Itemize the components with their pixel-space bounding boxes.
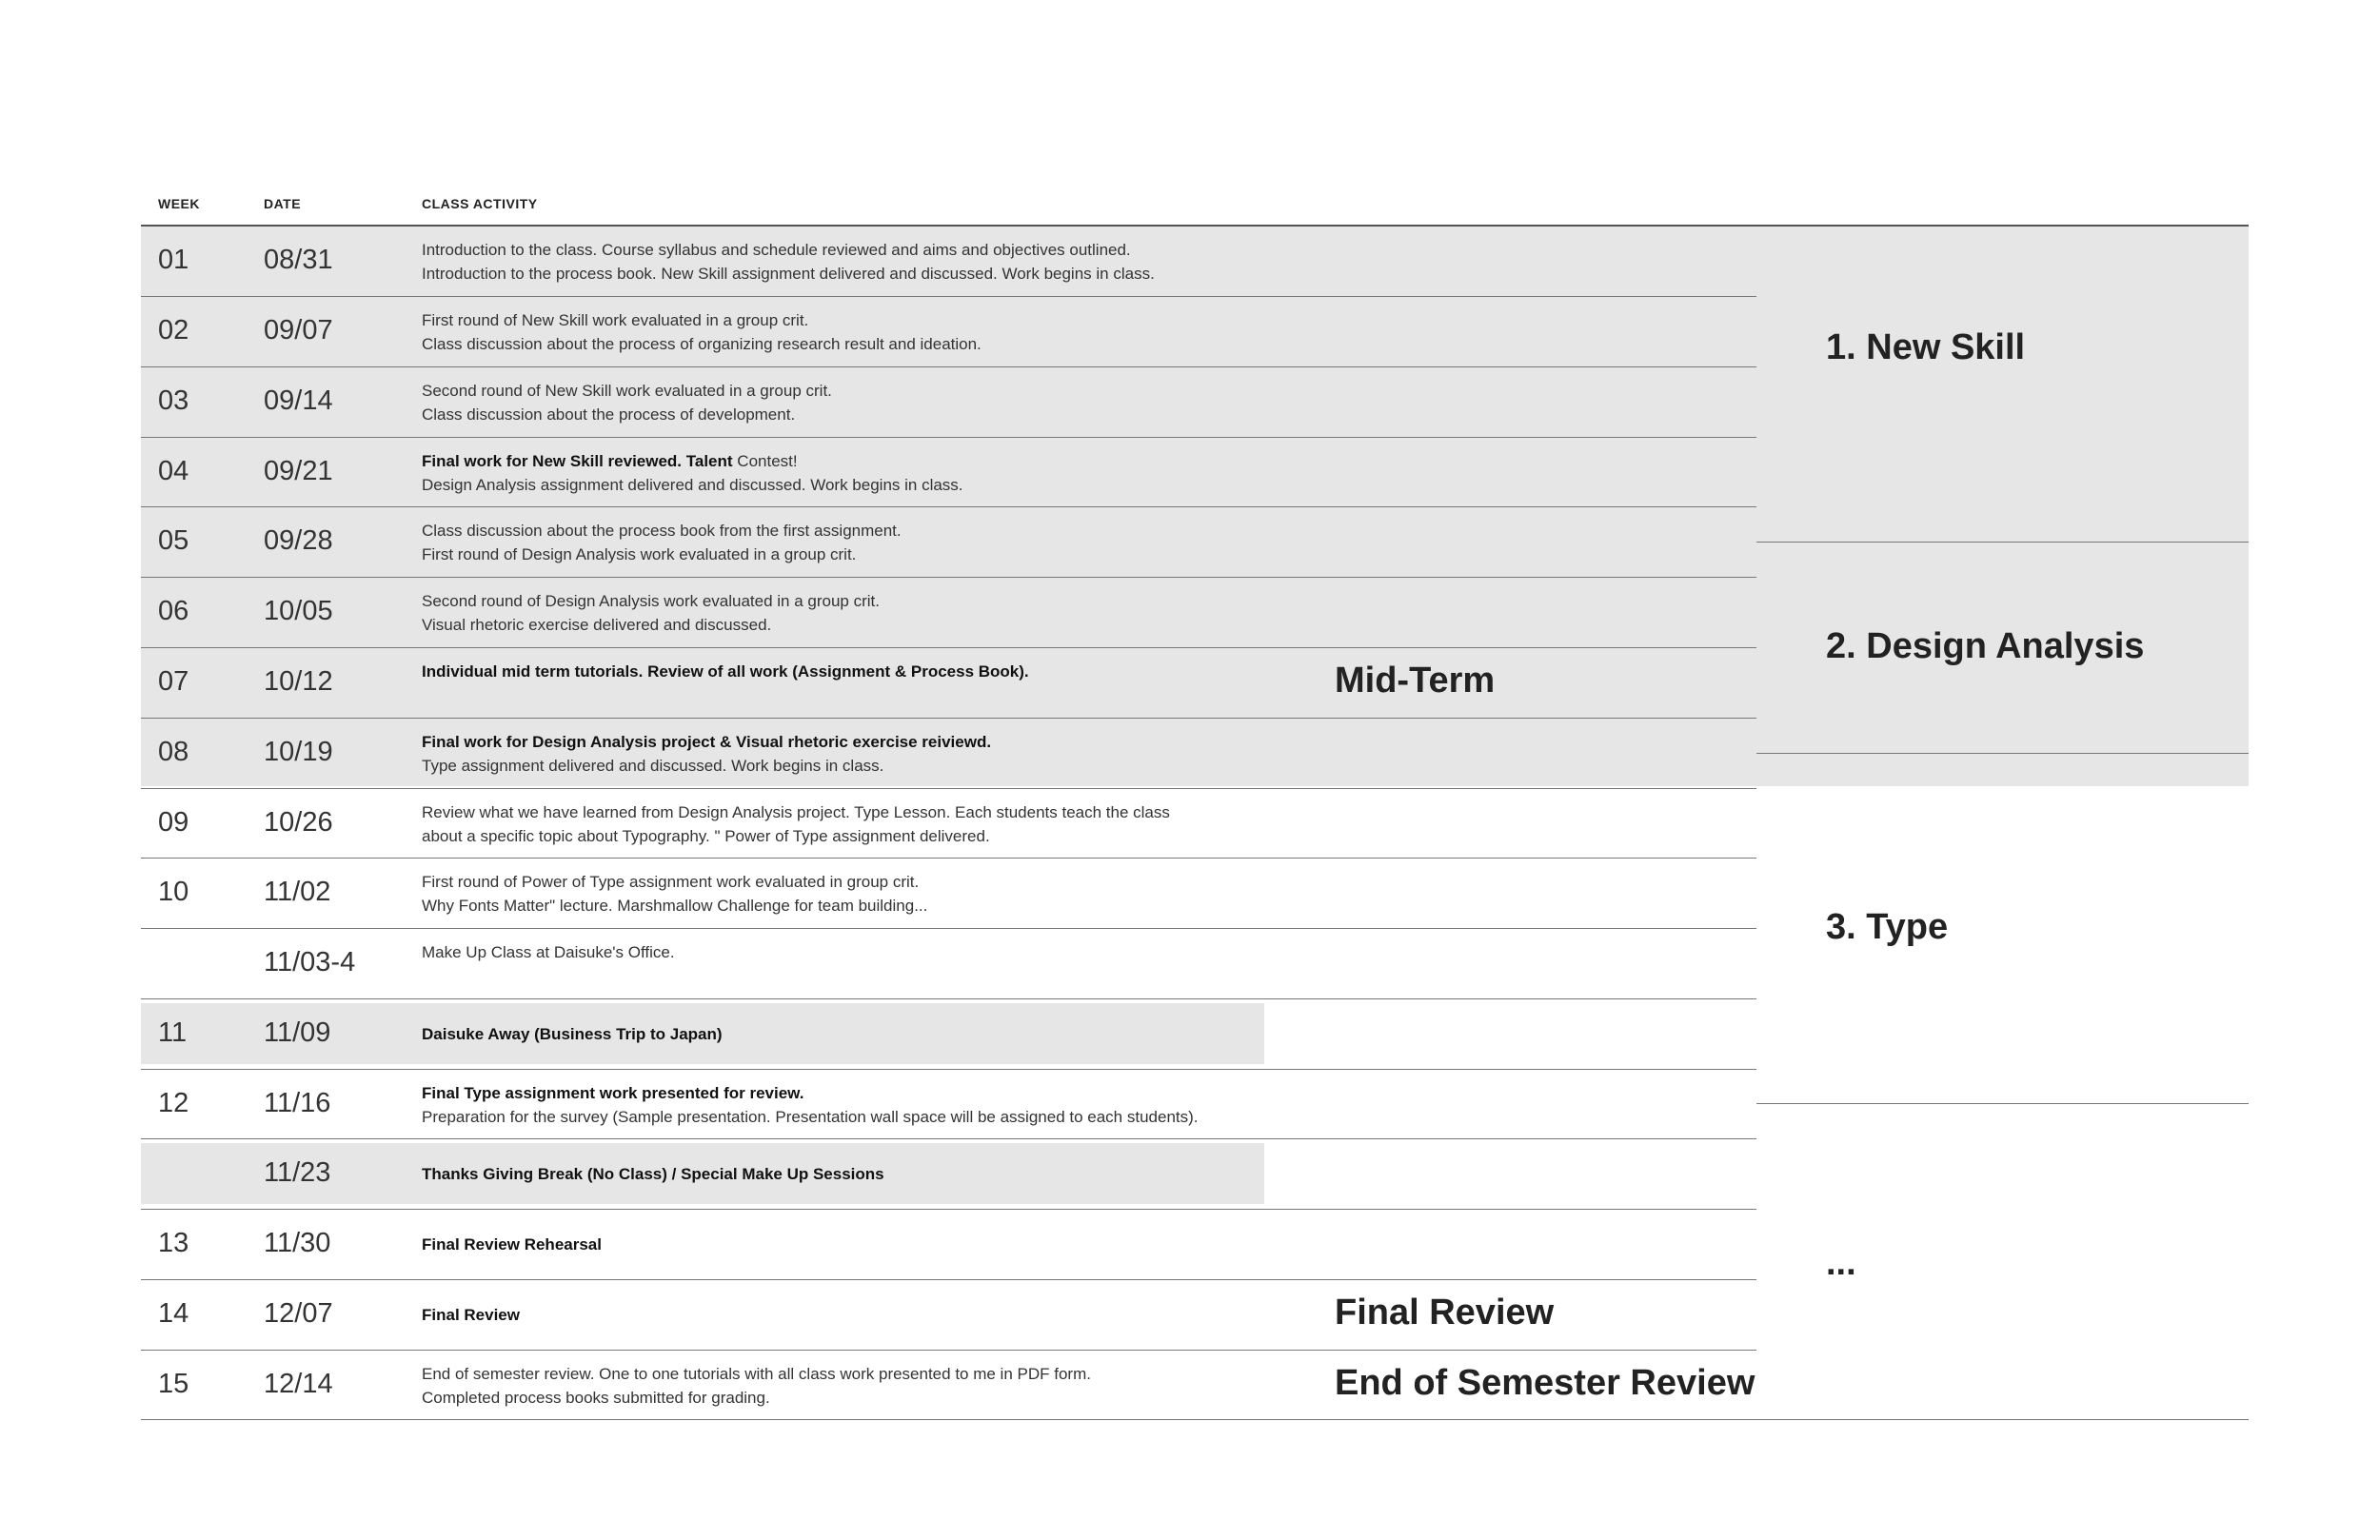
class-activity bbox=[422, 1303, 520, 1327]
class-activity bbox=[422, 1022, 723, 1046]
schedule-row-thanksgiving bbox=[141, 1139, 1756, 1210]
schedule-row-week-11 bbox=[141, 999, 1756, 1070]
class-activity bbox=[422, 449, 963, 497]
shade-phase-new-skill bbox=[1756, 227, 2249, 542]
class-activity bbox=[422, 870, 927, 918]
activity-line-2: Class discussion about the process of development. bbox=[422, 405, 796, 424]
milestone-midterm: Mid-Term bbox=[1335, 661, 1496, 701]
milestone-end-of-semester: End of Semester Review bbox=[1335, 1363, 1755, 1403]
class-activity bbox=[422, 800, 1170, 848]
week-date: 11/16 bbox=[264, 1088, 331, 1118]
week-number: 07 bbox=[158, 666, 189, 697]
class-activity bbox=[422, 730, 991, 778]
schedule-row-week-05 bbox=[141, 507, 1756, 578]
week-date: 10/12 bbox=[264, 666, 333, 697]
phase-new-skill: 1. New Skill bbox=[1826, 327, 2026, 367]
schedule-row-week-09 bbox=[141, 789, 1756, 859]
week-date: 09/07 bbox=[264, 315, 333, 346]
activity-line-2: Visual rhetoric exercise delivered and discussed. bbox=[422, 616, 772, 634]
week-number: 15 bbox=[158, 1369, 189, 1399]
week-number: 08 bbox=[158, 737, 189, 767]
activity-line-1: Thanks Giving Break (No Class) / Special Make Up Sessions bbox=[422, 1165, 884, 1183]
week-number: 12 bbox=[158, 1088, 189, 1118]
week-date: 09/28 bbox=[264, 525, 333, 556]
activity-line-1: Individual mid term tutorials. Review of all work (Assignment & Process Book). bbox=[422, 662, 1029, 681]
activity-line-1: Final work for Design Analysis project & Visual rhetoric exercise reiviewd. bbox=[422, 733, 992, 751]
schedule-row-week-04 bbox=[141, 438, 1756, 508]
activity-line-1: Make Up Class at Daisuke's Office. bbox=[422, 943, 675, 961]
activity-line-1: Introduction to the class. Course syllabus and schedule reviewed and aims and objectives outlined. bbox=[422, 241, 1131, 259]
schedule-row-week-13 bbox=[141, 1210, 1756, 1280]
class-activity bbox=[422, 660, 1029, 683]
schedule-row-week-01 bbox=[141, 227, 1756, 297]
activity-line-2: Completed process books submitted for grading. bbox=[422, 1389, 770, 1407]
week-number: 04 bbox=[158, 456, 189, 486]
activity-line-1: Second round of Design Analysis work evaluated in a group crit. bbox=[422, 592, 880, 610]
activity-line-1: Second round of New Skill work evaluated in a group crit. bbox=[422, 382, 832, 400]
schedule-row-week-06 bbox=[141, 578, 1756, 648]
phase-design-analysis: 2. Design Analysis bbox=[1826, 626, 2145, 666]
week-number: 05 bbox=[158, 525, 189, 556]
activity-line-1-bold: Final work for New Skill reviewed. Talent bbox=[422, 452, 733, 470]
week-date: 09/14 bbox=[264, 385, 333, 416]
week-date: 11/03-4 bbox=[264, 947, 356, 977]
week-number: 13 bbox=[158, 1228, 189, 1258]
activity-line-2: Type assignment delivered and discussed. Work begins in class. bbox=[422, 757, 884, 775]
week-date: 11/23 bbox=[264, 1157, 331, 1188]
week-date: 09/21 bbox=[264, 456, 333, 486]
activity-line-1: Class discussion about the process book from the first assignment. bbox=[422, 522, 902, 540]
week-number: 06 bbox=[158, 596, 189, 626]
week-date: 11/09 bbox=[264, 1017, 331, 1048]
activity-line-1: Final Review bbox=[422, 1306, 520, 1324]
week-number: 10 bbox=[158, 877, 189, 907]
activity-line-1 bbox=[422, 449, 963, 473]
activity-line-1: Review what we have learned from Design Analysis project. Type Lesson. Each students teach the class bbox=[422, 803, 1170, 821]
week-number: 02 bbox=[158, 315, 189, 346]
schedule-row-week-02 bbox=[141, 297, 1756, 367]
phase-type: 3. Type bbox=[1826, 907, 1949, 947]
week-date: 12/07 bbox=[264, 1298, 333, 1329]
week-date: 12/14 bbox=[264, 1369, 333, 1399]
activity-line-1: First round of New Skill work evaluated in a group crit. bbox=[422, 311, 809, 329]
week-number: 11 bbox=[158, 1017, 188, 1048]
class-activity bbox=[422, 238, 1155, 286]
week-date: 10/05 bbox=[264, 596, 333, 626]
week-number: 01 bbox=[158, 245, 189, 275]
header-week: WEEK bbox=[158, 196, 200, 211]
schedule-row-week-10 bbox=[141, 859, 1756, 929]
class-activity bbox=[422, 1162, 884, 1186]
milestone-final-review: Final Review bbox=[1335, 1293, 1555, 1333]
phase-rule bbox=[1756, 753, 2249, 754]
class-activity bbox=[422, 1362, 1091, 1410]
header-date: DATE bbox=[264, 196, 302, 211]
schedule-row-week-03 bbox=[141, 367, 1756, 438]
class-activity bbox=[422, 589, 880, 637]
class-activity bbox=[422, 1081, 1199, 1129]
class-activity bbox=[422, 940, 675, 964]
activity-line-2: Preparation for the survey (Sample presentation. Presentation wall space will be assigned to each students). bbox=[422, 1108, 1199, 1126]
class-activity bbox=[422, 519, 902, 566]
phase-rule bbox=[1756, 1103, 2249, 1104]
week-number: 03 bbox=[158, 385, 189, 416]
phase-more: ... bbox=[1826, 1243, 1856, 1283]
activity-line-1: End of semester review. One to one tutorials with all class work presented to me in PDF form. bbox=[422, 1365, 1091, 1383]
activity-line-2: Design Analysis assignment delivered and discussed. Work begins in class. bbox=[422, 476, 963, 494]
activity-line-1: Final Review Rehearsal bbox=[422, 1235, 602, 1254]
header-activity: CLASS ACTIVITY bbox=[422, 196, 538, 211]
activity-line-2: about a specific topic about Typography. " Power of Type assignment delivered. bbox=[422, 827, 990, 845]
week-date: 10/19 bbox=[264, 737, 333, 767]
schedule-row-week-07 bbox=[141, 648, 1756, 719]
week-date: 11/30 bbox=[264, 1228, 331, 1258]
activity-line-2: Why Fonts Matter" lecture. Marshmallow Challenge for team building... bbox=[422, 897, 928, 915]
activity-line-1-rest: Contest! bbox=[732, 452, 798, 470]
week-date: 10/26 bbox=[264, 807, 333, 838]
schedule-row-week-08 bbox=[141, 719, 1756, 789]
class-activity bbox=[422, 1233, 602, 1256]
schedule-row-week-12 bbox=[141, 1070, 1756, 1140]
activity-line-1: Final Type assignment work presented for review. bbox=[422, 1084, 804, 1102]
activity-line-1: First round of Power of Type assignment work evaluated in group crit. bbox=[422, 873, 920, 891]
class-activity bbox=[422, 379, 832, 426]
activity-line-2: First round of Design Analysis work evaluated in a group crit. bbox=[422, 545, 857, 563]
activity-line-1: Daisuke Away (Business Trip to Japan) bbox=[422, 1025, 723, 1043]
week-number: 09 bbox=[158, 807, 189, 838]
week-number: 14 bbox=[158, 1298, 189, 1329]
class-activity bbox=[422, 308, 982, 356]
week-date: 11/02 bbox=[264, 877, 331, 907]
week-date: 08/31 bbox=[264, 245, 333, 275]
phase-rule bbox=[1756, 542, 2249, 543]
activity-line-2: Introduction to the process book. New Skill assignment delivered and discussed. Work begins in class. bbox=[422, 265, 1155, 283]
schedule-row-make-up bbox=[141, 929, 1756, 999]
activity-line-2: Class discussion about the process of organizing research result and ideation. bbox=[422, 335, 982, 353]
